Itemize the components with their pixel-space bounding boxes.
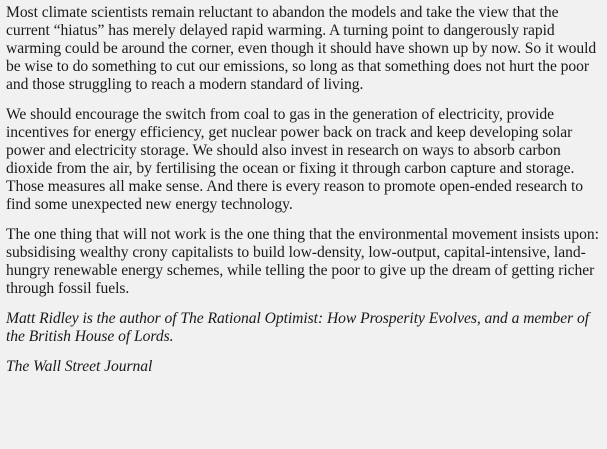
paragraph-1: Most climate scientists remain reluctant to abandon the models and take the view that the current “hiatus” has merely delayed rapid warming. A turning point to dangerously rapid warming could be around the corner, even though it should have shown up by now. So it would be wise to do something to cut our emissions, so long as that something does not hurt the poor and those struggling to reach a modern standard of living. (6, 4, 597, 93)
source-attribution: The Wall Street Journal (6, 358, 153, 375)
paragraph-2: We should encourage the switch from coal to gas in the generation of electricity, provide incentives for energy efficiency, get nuclear power back on track and keep developing solar power and electricity storage. We should also invest in research on ways to absorb carbon dioxide from the air, by fertilising the ocean or fixing it through carbon capture and storage. Those measures all make sense. And there is every reason to promote open-ended research to find some unexpected new energy technology. (6, 106, 584, 213)
paragraph-3: The one thing that will not work is the one thing that the environmental movement insists upon: subsidising wealthy crony capitalists to build low-density, low-output, capital-intensive, land-hungry renewable energy schemes, while telling the poor to give up the dream of getting richer through fossil fuels. (6, 226, 599, 297)
author-note: Matt Ridley is the author of The Rational Optimist: How Prosperity Evolves, and a member of the British House of Lords. (6, 310, 590, 345)
